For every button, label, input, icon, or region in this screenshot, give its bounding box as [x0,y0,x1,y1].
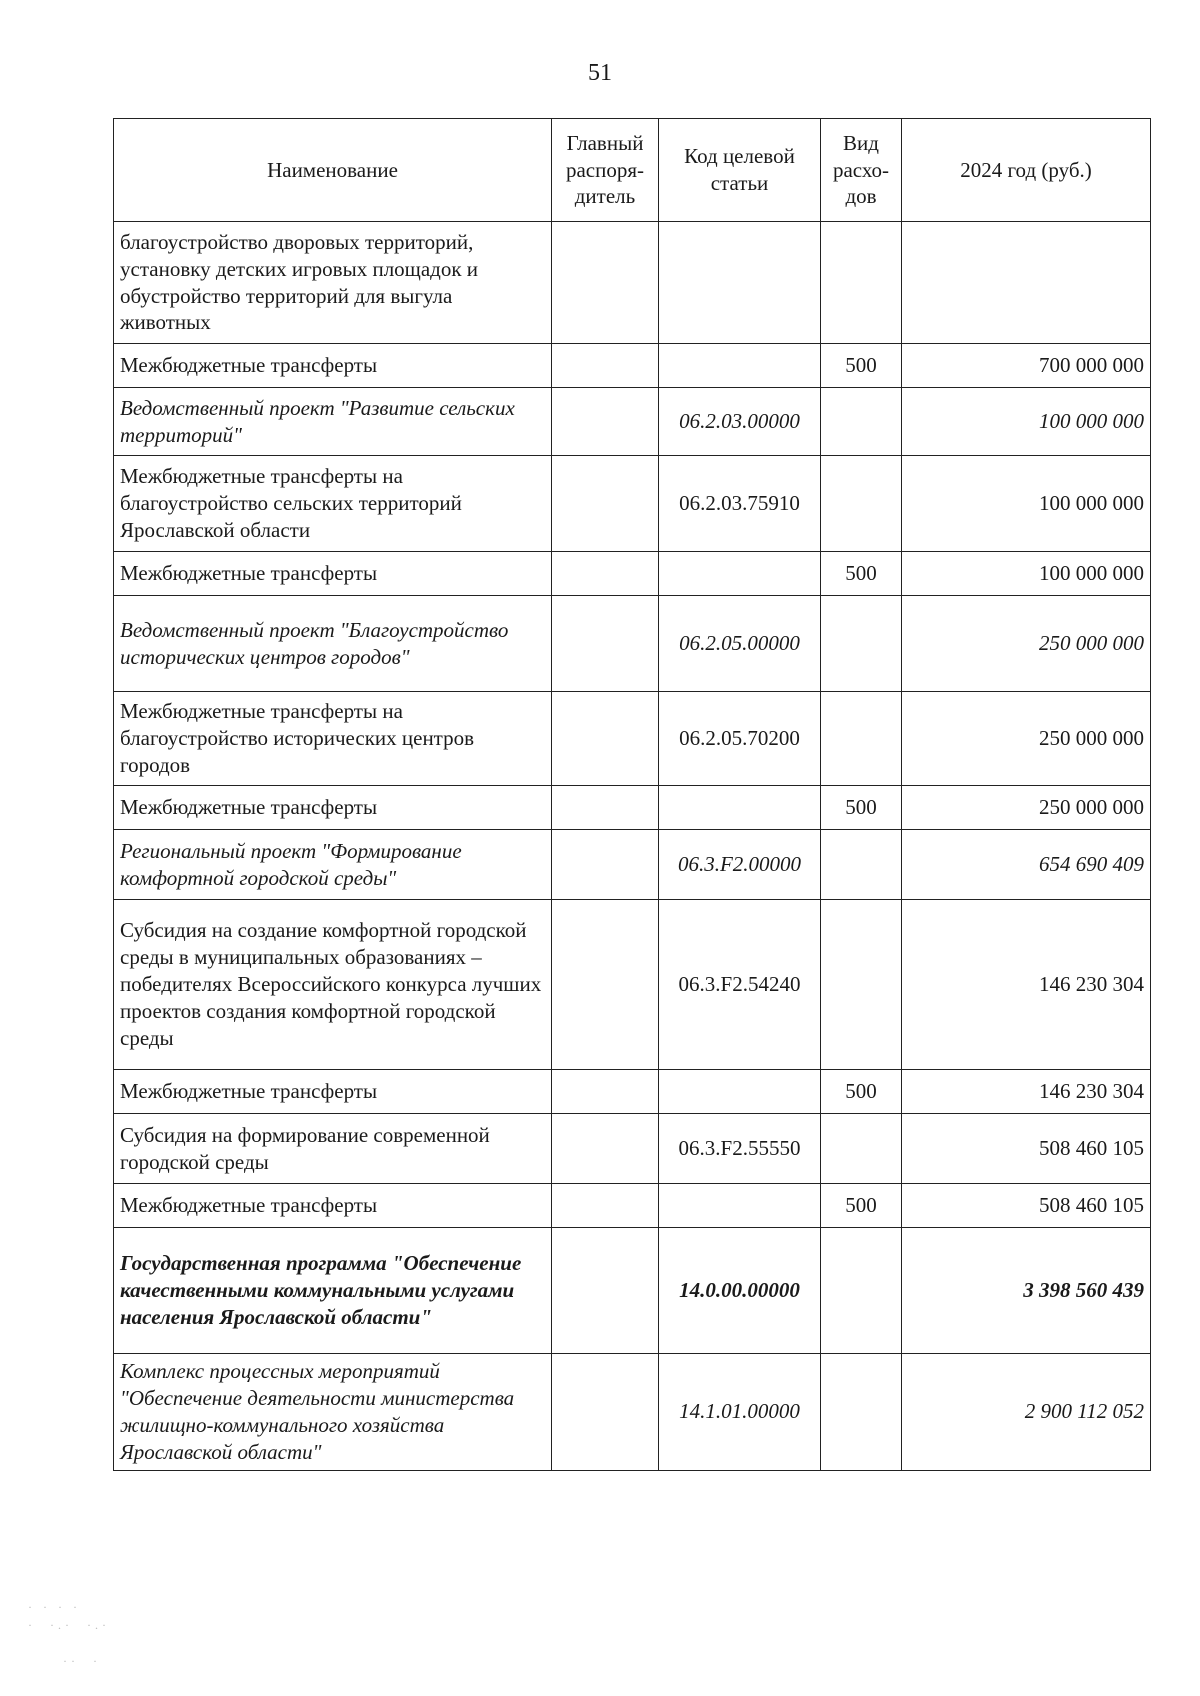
cell-name: Региональный проект "Формирование комфортной городской среды" [114,830,552,900]
header-type: Вид расхо-дов [821,119,902,222]
cell-type: 500 [821,552,902,596]
cell-amount [902,222,1151,344]
cell-name: Субсидия на формирование современной городской среды [114,1114,552,1184]
cell-manager [552,1184,659,1228]
table-row [114,388,1151,456]
header-code: Код целевой статьи [659,119,821,222]
cell-type: 500 [821,1070,902,1114]
cell-manager [552,786,659,830]
cell-code: 14.0.00.00000 [659,1228,821,1354]
cell-name: Межбюджетные трансферты [114,786,552,830]
cell-name: Ведомственный проект "Благоустройство исторических центров городов" [114,596,552,692]
cell-manager [552,552,659,596]
cell-manager [552,456,659,552]
header-name: Наименование [114,119,552,222]
scan-artifact: · · · · · ·.· ·.· ·· · [28,1600,110,1668]
cell-amount: 3 398 560 439 [902,1228,1151,1354]
cell-name: Субсидия на создание комфортной городской среды в муниципальных образованиях – победителях Всероссийского конкурса лучших проектов создания комфортной городской среды [114,900,552,1070]
cell-code [659,344,821,388]
table-row [114,552,1151,596]
cell-manager [552,596,659,692]
header-amount: 2024 год (руб.) [902,119,1151,222]
cell-code: 06.2.05.00000 [659,596,821,692]
cell-amount: 100 000 000 [902,456,1151,552]
table-row [114,900,1151,1070]
cell-manager [552,1354,659,1471]
page-number: 51 [588,60,612,86]
table-row [114,1184,1151,1228]
cell-manager [552,1228,659,1354]
cell-code: 06.3.F2.54240 [659,900,821,1070]
cell-amount: 100 000 000 [902,552,1151,596]
cell-name: Комплекс процессных мероприятий "Обеспечение деятельности министерства жилищно-коммунального хозяйства Ярославской области" [114,1354,552,1471]
cell-type [821,830,902,900]
cell-amount: 700 000 000 [902,344,1151,388]
table-row [114,1228,1151,1354]
table-row [114,456,1151,552]
cell-code: 06.2.03.75910 [659,456,821,552]
cell-type [821,692,902,786]
cell-code [659,1184,821,1228]
table-row [114,222,1151,344]
cell-manager [552,900,659,1070]
table-row [114,692,1151,786]
cell-code: 06.3.F2.00000 [659,830,821,900]
cell-code: 06.2.05.70200 [659,692,821,786]
cell-manager [552,830,659,900]
cell-type: 500 [821,344,902,388]
cell-name: Межбюджетные трансферты на благоустройство исторических центров городов [114,692,552,786]
cell-type [821,456,902,552]
cell-amount: 508 460 105 [902,1184,1151,1228]
cell-code [659,786,821,830]
cell-manager [552,222,659,344]
cell-name: Государственная программа "Обеспечение качественными коммунальными услугами населения Ярославской области" [114,1228,552,1354]
cell-code: 14.1.01.00000 [659,1354,821,1471]
cell-amount: 250 000 000 [902,596,1151,692]
cell-amount: 146 230 304 [902,1070,1151,1114]
table-row [114,830,1151,900]
table-row [114,1114,1151,1184]
header-manager: Главный распоря-дитель [552,119,659,222]
table-header-row [114,119,1151,222]
cell-name: Межбюджетные трансферты [114,1184,552,1228]
cell-manager [552,388,659,456]
cell-code: 06.2.03.00000 [659,388,821,456]
cell-name: Межбюджетные трансферты [114,552,552,596]
cell-amount: 146 230 304 [902,900,1151,1070]
cell-amount: 654 690 409 [902,830,1151,900]
cell-amount: 250 000 000 [902,786,1151,830]
table-row [114,596,1151,692]
cell-code [659,222,821,344]
cell-code [659,1070,821,1114]
cell-type: 500 [821,786,902,830]
table-body [114,222,1151,1471]
cell-amount: 100 000 000 [902,388,1151,456]
cell-amount: 250 000 000 [902,692,1151,786]
cell-type [821,900,902,1070]
cell-name: Межбюджетные трансферты [114,1070,552,1114]
cell-type [821,1228,902,1354]
cell-manager [552,1114,659,1184]
cell-type [821,222,902,344]
cell-type [821,1354,902,1471]
cell-type [821,1114,902,1184]
cell-code [659,552,821,596]
cell-code: 06.3.F2.55550 [659,1114,821,1184]
cell-amount: 508 460 105 [902,1114,1151,1184]
cell-manager [552,344,659,388]
cell-type [821,388,902,456]
table-row [114,1354,1151,1471]
cell-amount: 2 900 112 052 [902,1354,1151,1471]
cell-name: Межбюджетные трансферты на благоустройство сельских территорий Ярославской области [114,456,552,552]
table-row [114,1070,1151,1114]
budget-table [113,118,1151,1471]
table-row [114,344,1151,388]
cell-name: благоустройство дворовых территорий, установку детских игровых площадок и обустройство территорий для выгула животных [114,222,552,344]
cell-name: Межбюджетные трансферты [114,344,552,388]
cell-manager [552,1070,659,1114]
cell-type: 500 [821,1184,902,1228]
cell-manager [552,692,659,786]
cell-type [821,596,902,692]
cell-name: Ведомственный проект "Развитие сельских территорий" [114,388,552,456]
table-row [114,786,1151,830]
